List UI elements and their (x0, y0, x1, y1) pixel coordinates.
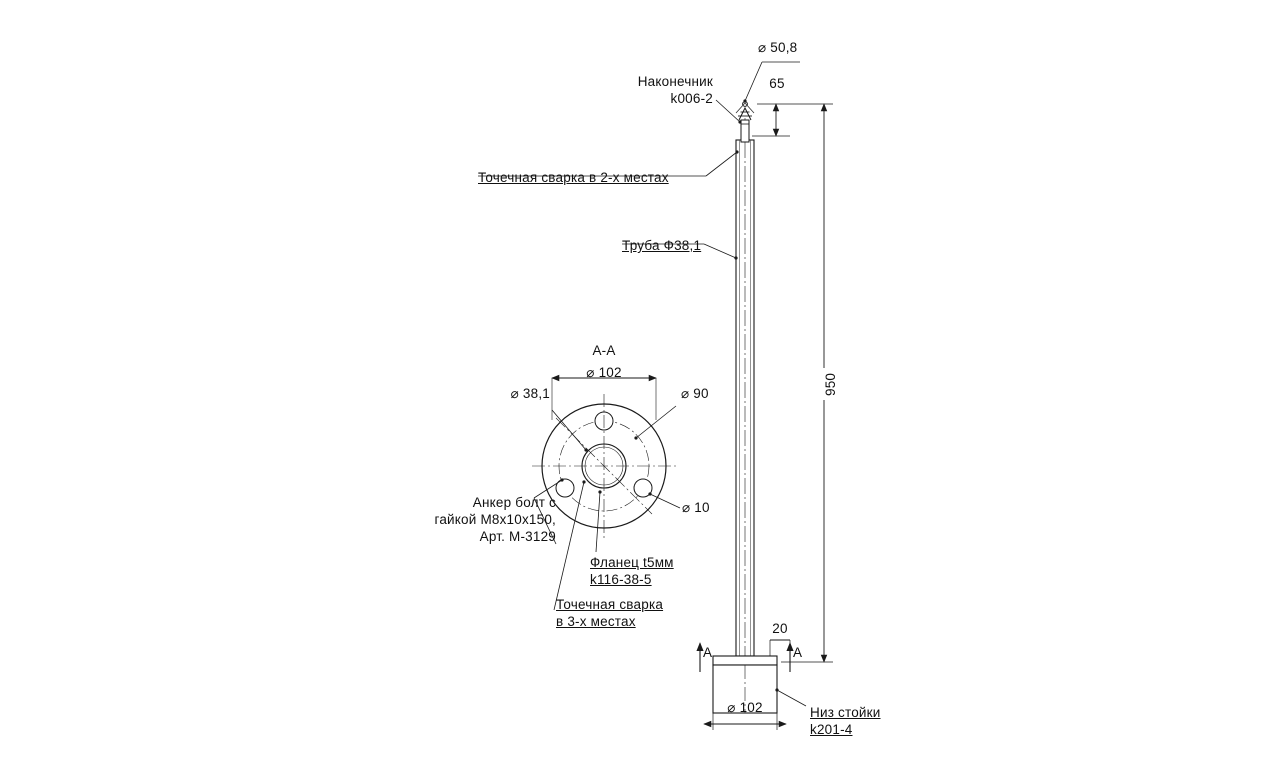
annotation-base-line1: Низ стойки (810, 705, 881, 720)
dimension-label-20: 20 (772, 621, 788, 636)
annotation-flange-line2: k116-38-5 (590, 572, 652, 587)
section-title-a-a: A-A (592, 343, 616, 358)
annotation-spot-weld-3-line2: в 3-х местах (556, 614, 636, 629)
dimension-label-section-102: ⌀ 102 (586, 365, 622, 380)
annotation-flange-line1: Фланец t5мм (590, 555, 674, 570)
annotation-tube: Труба Ф38,1 (622, 238, 702, 253)
annotation-spot-weld-2: Точечная сварка в 2-х местах (478, 170, 669, 185)
section-mark-a-left: A (703, 645, 713, 660)
annotation-anchor-bolt-line3: Арт. М-3129 (479, 529, 556, 544)
annotation-anchor-bolt-line2: гайкой М8х10х150, (434, 512, 556, 527)
dimension-label-section-10: ⌀ 10 (682, 500, 710, 515)
annotation-base-line2: k201-4 (810, 722, 853, 737)
dimension-label-tip-diameter: ⌀ 50,8 (758, 40, 798, 55)
section-mark-a-right: A (793, 645, 803, 660)
annotation-tip-name: Наконечник (637, 74, 713, 89)
dimension-label-65: 65 (769, 76, 785, 91)
dimension-label-section-38: ⌀ 38,1 (510, 386, 550, 401)
dimension-label-section-90: ⌀ 90 (681, 386, 709, 401)
dimension-label-950: 950 (823, 372, 838, 396)
annotation-spot-weld-3-line1: Точечная сварка (556, 597, 664, 612)
annotation-tip-code: k006-2 (670, 91, 713, 106)
annotation-anchor-bolt-line1: Анкер болт с (472, 495, 556, 510)
dimension-label-base-102: ⌀ 102 (727, 700, 763, 715)
